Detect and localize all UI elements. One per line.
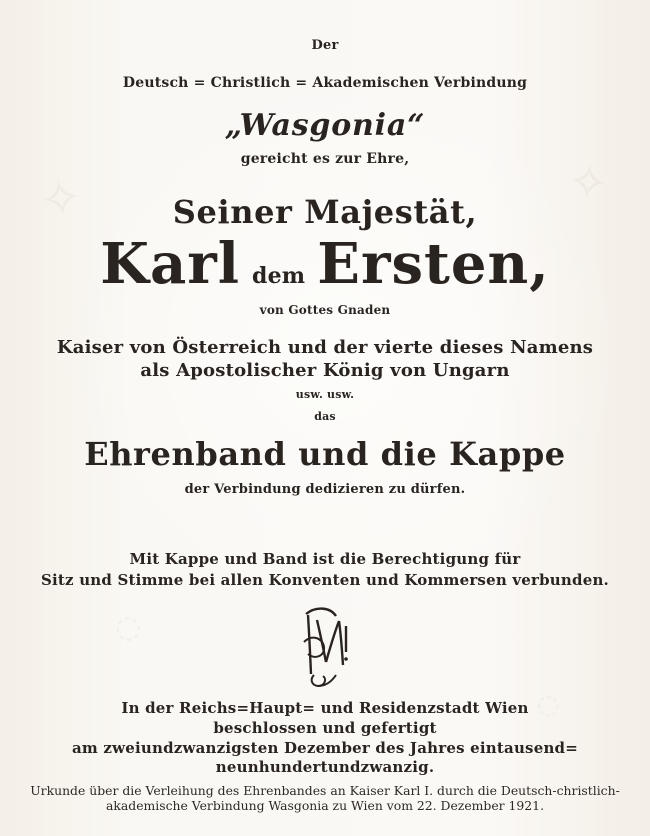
resolution-line: beschlossen und gefertigt [213,719,437,737]
article-line: das [314,410,336,423]
ghost-mark-lower-left: ◌ [113,608,143,647]
monogram-seal [296,604,352,692]
date-line-2: neunhundertundzwanzig. [215,758,435,776]
date-line-1: am zweiundzwanzigsten Dezember des Jahres eintausend= [71,739,579,757]
ribbon-cap-line: Ehrenband und die Kappe [84,435,566,473]
privilege-line-1: Mit Kappe und Band ist die Berechtigung für [129,550,521,568]
honor-phrase: gereicht es zur Ehre, [240,151,410,167]
association-name: Deutsch = Christlich = Akademischen Verbindung [122,75,528,91]
etcetera-line: usw. usw. [295,388,355,401]
city-line: In der Reichs=Haupt= und Residenzstadt Wien [121,699,529,717]
ghost-mark-lower-right: ◌ [536,689,562,721]
kaiser-austria-line: Kaiser von Österreich und der vierte dieses Namens [56,337,594,358]
image-caption [0,784,650,813]
ghost-mark-left: ✧ [36,167,86,231]
emperor-ordinal: Ersten, [317,231,550,297]
ghost-mark-right: ✧ [564,153,611,213]
fraternity-name: „Wasgonia“ [224,108,426,143]
caption-line-2: akademische Verbindung Wasgonia zu Wien vom 22. Dezember 1921. [105,797,545,813]
emperor-connector: dem [252,263,306,289]
emperor-first-name: Karl [100,231,241,297]
privilege-line-2: Sitz und Stimme bei allen Konventen und Kommersen verbunden. [41,571,609,589]
by-grace-line: von Gottes Gnaden [259,303,391,317]
majesty-line: Seiner Majestät, [172,193,478,231]
caption-line-1: Urkunde über die Verleihung des Ehrenbandes an Kaiser Karl I. durch die Deutsch-christlich- [30,783,620,798]
dedication-line: der Verbindung dedizieren zu dürfen. [184,482,466,497]
opening-word: Der [311,38,339,53]
apostolic-king-line: als Apostolischer König von Ungarn [140,360,510,381]
emperor-name-line [0,231,650,298]
